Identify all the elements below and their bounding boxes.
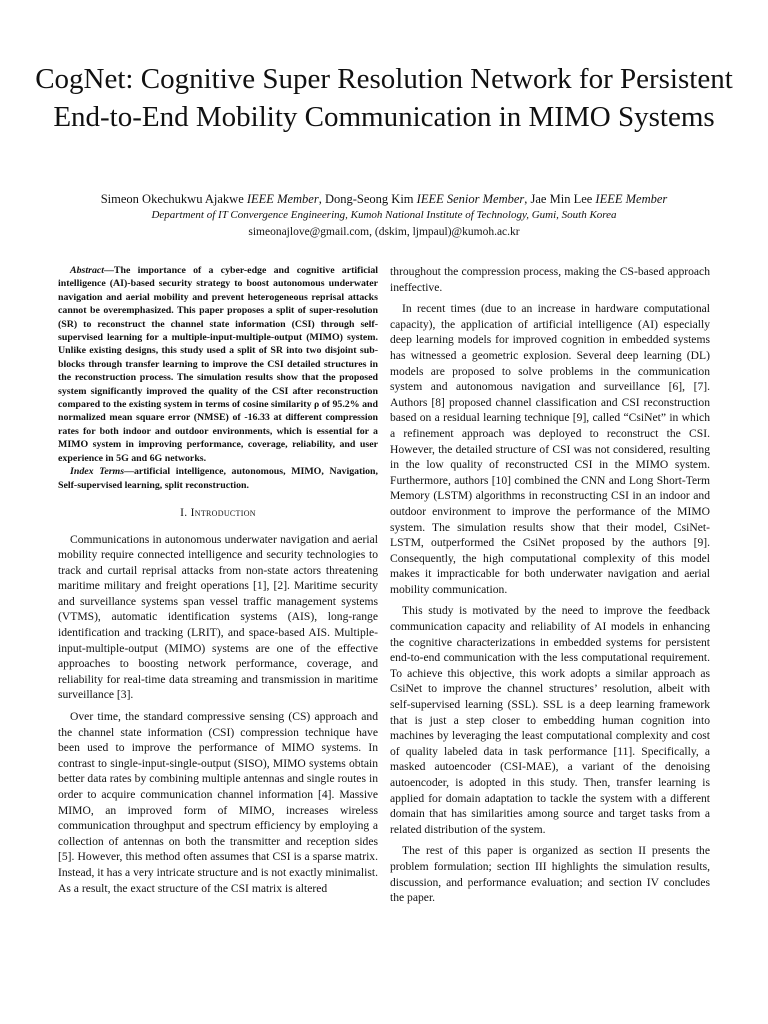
section-title: Introduction: [190, 506, 256, 519]
section-heading: [58, 506, 378, 522]
author-name: Dong-Seong Kim: [324, 192, 414, 206]
section-numeral: I.: [180, 506, 188, 519]
body-paragraph: This study is motivated by the need to improve the feedback communication capacity and reliability of AI models in enhancing the cognitive characterizations in embedded systems for persistent end-to-end communication with the less computational requirement. To achieve this objective, this work adopts a similar approach as CsiNet to improve the channel structures’ resolution, albeit with self-supervised learning (SSL). SSL is a deep learning framework that is just a step closer to embedding human cognition into machines by leveraging the least computational complexity and cost of quality labeled data in task performance [11]. Specifically, a masked autoencoder (CSI-MAE), a variant of the denoising autoencoder, is adopted in this study. Then, transfer learning is applied for domain adaptation to tackle the system with a different domain that has similarities among source and target tasks from a related distribution of the system.: [390, 604, 710, 836]
affiliation: Department of IT Convergence Engineering, Kumoh National Institute of Technology, Gumi, South Korea: [151, 209, 617, 221]
body-paragraph: Communications in autonomous underwater navigation and aerial mobility require connected intelligence and security technologies to track and curtail reprisal attacks from non-state actors threatening maritime military and freight operations [1], [2]. Maritime security and surveillance systems span vessel traffic management systems (VTMS), automatic identification systems (AIS), long-range identification and tracking (LRIT), and space-based AIS. Multiple-input-multiple-output (MIMO) systems are one of the effective approaches to boosting network performance, coverage, and reliability for real-time data streaming and transmission in maritime surveillance [3].: [58, 532, 378, 702]
abstract: [58, 264, 378, 465]
body-paragraph: throughout the compression process, making the CS-based approach ineffective.: [390, 265, 710, 294]
index-terms-label: Index Terms: [70, 466, 125, 478]
left-column: [58, 264, 378, 902]
body-paragraph: In recent times (due to an increase in hardware computational capacity), the application of artificial intelligence (AI) especially deep learning models for improved cognition in embedded systems has witnessed a geometric explosion. Several deep learning (DL) models are proposed to solve problems in the communication system and autonomous navigation and surveillance [6], [7]. Authors [8] proposed channel classification and CSI reconstruction based on a residual learning technique [9], called “CsiNet” in which a refinement approach was deployed to reconstruct the CSI. However, the detailed structure of CSI was not considered, resulting in the low quality of reconstructed CSI in the MIMO system. Furthermore, authors [10] combined the CNN and Long Short-Term Memory (LSTM) algorithms in reconstructing CSI in an indoor and outdoor environment to improve the performance of the MIMO system. The simulation results show that their model, CsiNet-LSTM, outperformed the CsiNet proposed by the authors [9]. Consequently, the high computational complexity of this model makes it impracticable for both underwater navigation and aerial mobility communication.: [390, 302, 710, 596]
author-name: Jae Min Lee: [530, 192, 593, 206]
abstract-text: —The importance of a cyber-edge and cognitive artificial intelligence (AI)-based security strategy to boost autonomous underwater navigation and aerial mobility and prevent heterogeneous reprisal attacks cannot be overemphasized. This paper proposes a split of super-resolution (SR) to reconstruct the channel state information (CSI) through self-supervised learning for a multiple-input-multiple-output (MIMO) system. Unlike existing designs, this study used a split of SR into two disjoint sub-blocks through transfer learning to improve the CSI detailed structures in the reconstruction process. The simulation results show that the proposed system significantly improved the quality of the CSI after reconstruction compared to the existing system in terms of cosine similarity ρ of 95.2% and normalized mean square error (NMSE) of -16.33 at different compression rates for both indoor and outdoor environments, which is essential for a MIMO system in improving performance, coverage, reliability, and user experience in 5G and 6G networks.: [58, 265, 378, 464]
author-role: IEEE Member: [246, 192, 319, 206]
right-column: [390, 264, 710, 912]
author-emails: simeonajlove@gmail.com, (dskim, ljmpaul)@kumoh.ac.kr: [248, 226, 520, 238]
body-paragraph: Over time, the standard compressive sensing (CS) approach and the channel state information (CSI) compression technique have been used to improve the performance of MIMO systems. In contrast to single-input-single-output (SISO), MIMO systems obtain better data rates by combining multiple antennas and single routes in order to acquire communication channel information [4]. Massive MIMO, an improved form of MIMO, increases wireless communication throughput and spectrum efficiency by employing a collection of antennas on both the transmitter and reception sides [5]. However, this method often assumes that CSI is a sparse matrix. Instead, it has a very intricate structure and is not exactly minimalist. As a result, the exact structure of the CSI matrix is altered: [58, 710, 378, 895]
index-terms: [58, 465, 378, 492]
author-role: IEEE Member: [595, 192, 668, 206]
abstract-label: Abstract: [70, 265, 105, 276]
author-role: IEEE Senior Member: [416, 192, 525, 206]
paper-title: CogNet: Cognitive Super Resolution Network for Persistent End-to-End Mobility Communication in MIMO Systems: [35, 63, 733, 133]
author-list: Simeon Okechukwu Ajakwe IEEE Member, Dong-Seong Kim IEEE Senior Member, Jae Min Lee IEEE Member: [100, 192, 668, 206]
body-paragraph: The rest of this paper is organized as section II presents the problem formulation; section III highlights the simulation results, discussion, and performance evaluation; and section IV concludes the paper.: [390, 844, 710, 905]
author-name: Simeon Okechukwu Ajakwe: [100, 192, 244, 206]
index-terms-text: —artificial intelligence, autonomous, MIMO, Navigation, Self-supervised learning, split reconstruction.: [58, 466, 378, 491]
